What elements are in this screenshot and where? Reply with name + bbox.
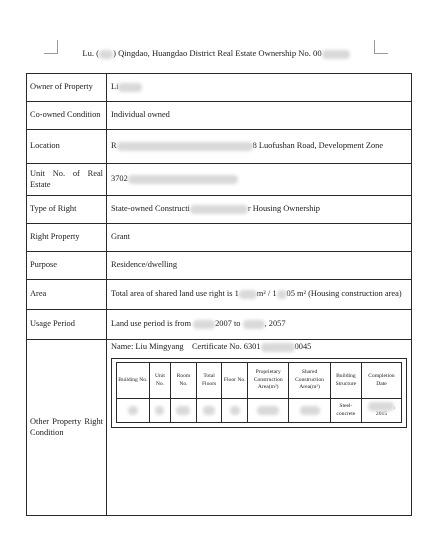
row-right-property (27, 224, 412, 252)
label-owner: Owner of Property (27, 74, 107, 102)
redacted-owner-name (118, 83, 142, 92)
label-co-owned: Co-owned Condition (27, 102, 107, 130)
label-other-rights: Other Property Right Condition (27, 340, 107, 516)
redacted-holder-certificate (261, 343, 295, 352)
cell-floor-no (222, 399, 248, 423)
usage-text-1: Land use period is from (111, 319, 194, 329)
cell-building-structure: Steel-concrete (330, 399, 361, 423)
redacted-end-date (243, 320, 265, 329)
value-location (107, 130, 412, 164)
row-unit-no (27, 164, 412, 196)
column-header: Building Structure (330, 363, 361, 399)
value-area (107, 280, 412, 310)
cell-unit-no (149, 399, 170, 423)
column-header: Shared Construction Area(m²) (289, 363, 330, 399)
row-location (27, 130, 412, 164)
redacted-start-date (193, 320, 215, 329)
label-unit-no: Unit No. of Real Estate (27, 164, 107, 196)
row-owner (27, 74, 412, 102)
redacted-unit-no (155, 406, 164, 415)
area-text-4: (Housing construction area) (308, 289, 402, 299)
redacted-location (117, 142, 253, 151)
cell-proprietary-area (248, 399, 289, 423)
row-purpose (27, 252, 412, 280)
building-detail-table (116, 362, 402, 423)
value-other-rights (107, 340, 412, 516)
area-text-2: m² / 1 (256, 289, 277, 299)
redacted-total-floors (203, 406, 215, 415)
header-prefix: Lu. ( (82, 48, 100, 58)
value-right-property: Grant (107, 224, 412, 252)
value-owner (107, 74, 412, 102)
row-usage-period (27, 310, 412, 340)
cell-shared-area (289, 399, 330, 423)
area-text-3: 05 m² (286, 289, 307, 299)
redacted-room-no (176, 406, 190, 415)
type-of-right-prefix: State-owned Constructi (111, 204, 190, 214)
column-header: Room No. (171, 363, 197, 399)
column-header: Proprietary Construction Area(m²) (248, 363, 289, 399)
owner-visible: Li (111, 82, 119, 92)
redacted-completion-date (368, 402, 394, 411)
redacted-building-no (128, 406, 138, 415)
value-purpose: Residence/dwelling (107, 252, 412, 280)
value-unit-no (107, 164, 412, 196)
column-header: Total Floors (196, 363, 222, 399)
row-other-rights (27, 340, 412, 516)
column-header: Floor No. (222, 363, 248, 399)
redacted-shared-area (300, 406, 320, 415)
column-header: Completion Date (362, 363, 402, 399)
redacted-building-area (277, 290, 287, 299)
completion-year: 2015 (375, 411, 388, 418)
redacted-proprietary-area (257, 406, 279, 415)
holder-certificate-label: Certificate No. 6301 (191, 342, 261, 351)
cell-total-floors (196, 399, 222, 423)
cell-building-no (117, 399, 150, 423)
area-text-1: Total area of shared land use right is 1 (111, 289, 239, 299)
redacted-land-area (239, 290, 257, 299)
type-of-right-suffix: r Housing Ownership (247, 204, 320, 214)
value-co-owned: Individual owned (107, 102, 412, 130)
cell-room-no (171, 399, 197, 423)
value-type-of-right (107, 196, 412, 224)
row-type-of-right (27, 196, 412, 224)
label-location: Location (27, 130, 107, 164)
column-header: Building No. (117, 363, 150, 399)
location-prefix: R (111, 141, 117, 151)
cell-completion-date: , 2015 (362, 399, 402, 423)
building-detail-frame (111, 358, 407, 428)
header-suffix: ) Qingdao, Huangdao District Real Estate Ownership No. 00 (113, 48, 322, 58)
redacted-right-type (190, 205, 248, 214)
building-detail-data-row (117, 399, 402, 423)
redacted-unit-number (128, 175, 238, 184)
property-info-table (26, 73, 412, 516)
column-header: Unit No. (149, 363, 170, 399)
value-usage-period (107, 310, 412, 340)
certificate-header (0, 48, 432, 59)
redacted-floor-no (230, 406, 240, 415)
usage-text-3: , 2057 (264, 319, 286, 329)
redacted-certificate-number (322, 50, 350, 59)
label-type-of-right: Type of Right (27, 196, 107, 224)
label-area: Area (27, 280, 107, 310)
redacted-year (99, 50, 113, 59)
location-suffix: 8 Luofushan Road, Development Zone (252, 141, 384, 151)
holder-caption (111, 342, 407, 352)
label-right-property: Right Property (27, 224, 107, 252)
unit-no-visible: 3702 (111, 174, 128, 184)
row-area (27, 280, 412, 310)
building-detail-header-row (117, 363, 402, 399)
label-usage-period: Usage Period (27, 310, 107, 340)
row-co-owned (27, 102, 412, 130)
usage-text-2: 2007 to (215, 319, 243, 329)
holder-name: Name: Liu Mingyang (111, 342, 184, 351)
label-purpose: Purpose (27, 252, 107, 280)
holder-certificate-tail: 0045 (294, 342, 312, 351)
